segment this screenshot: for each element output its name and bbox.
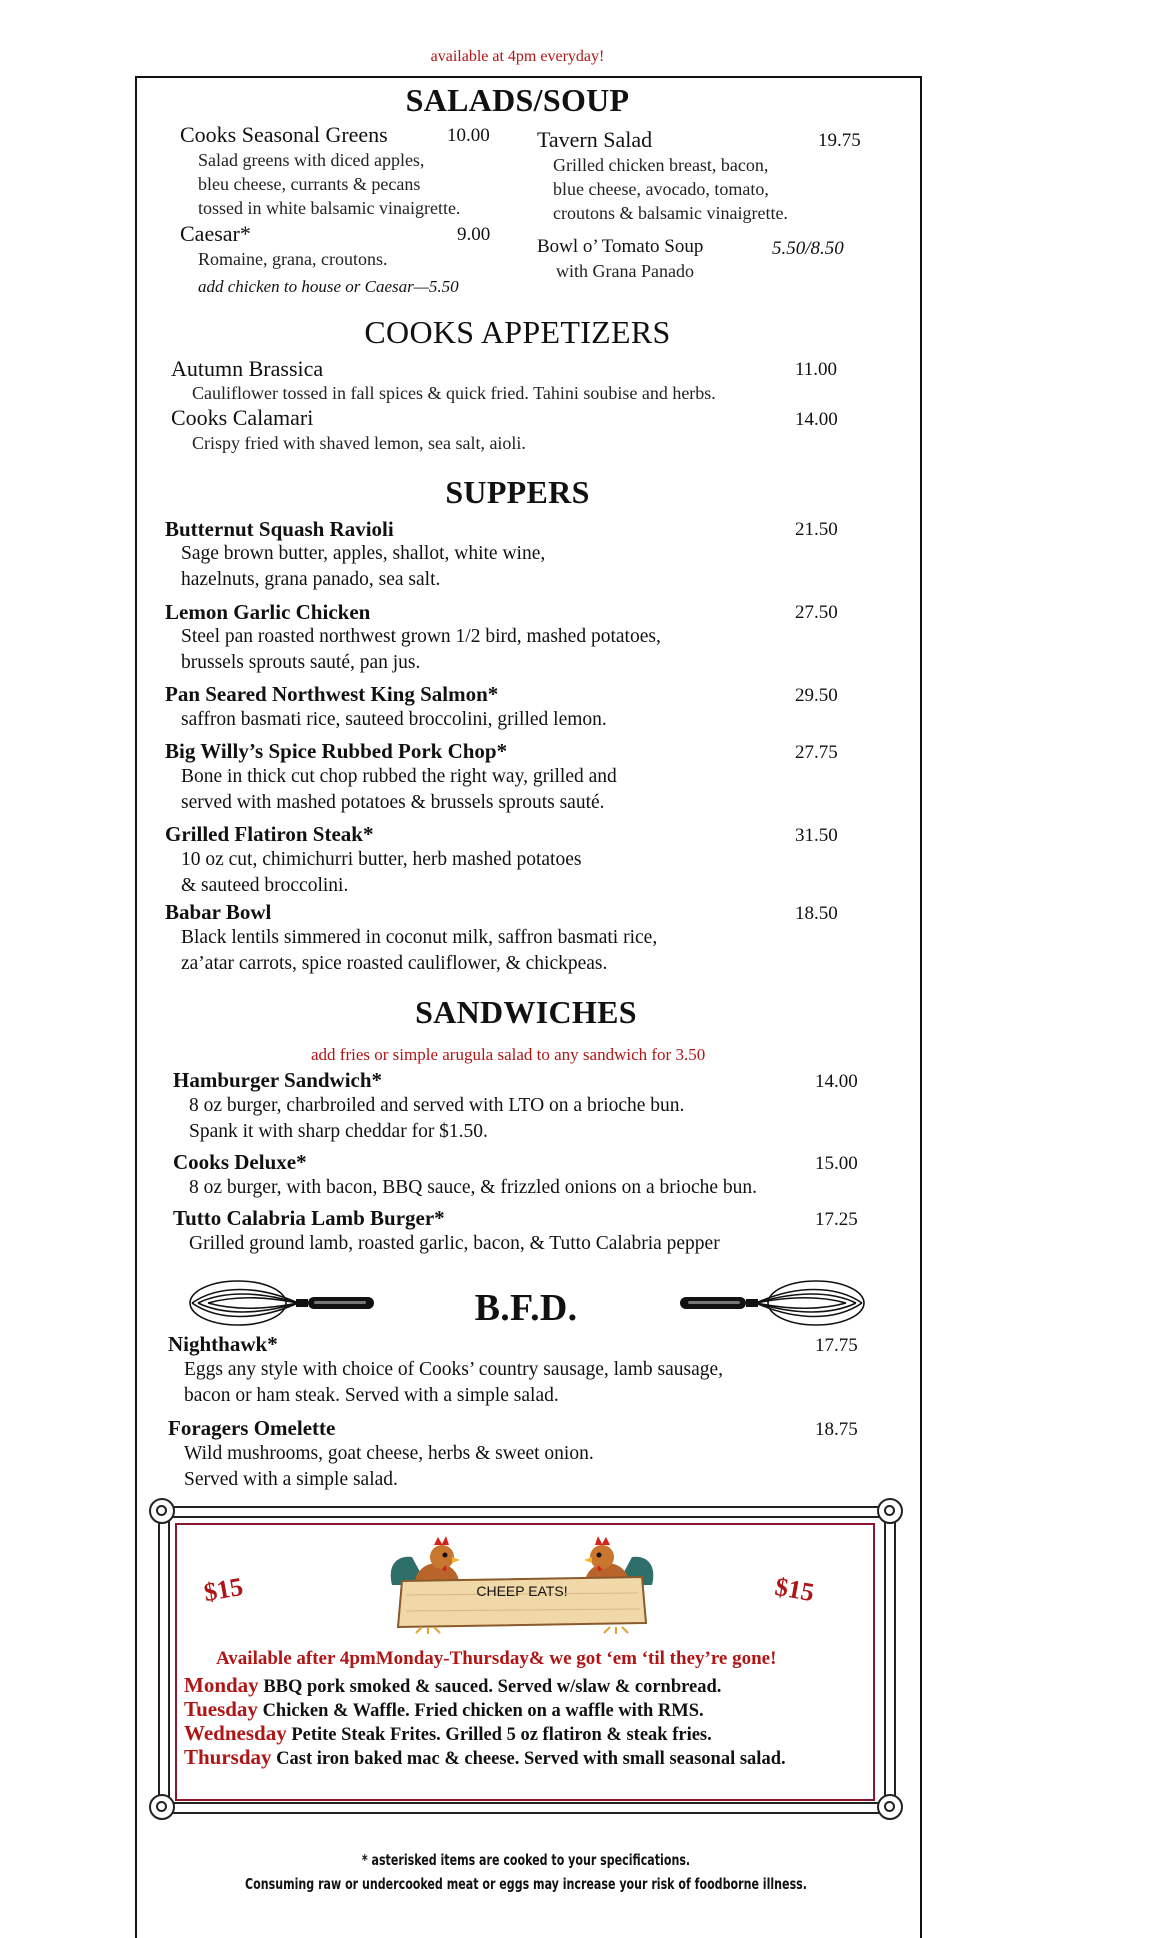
item-desc: Salad greens with diced apples,: [198, 150, 425, 170]
item-price: 27.75: [795, 742, 838, 763]
item-price: 21.50: [795, 519, 838, 540]
item-desc: 10 oz cut, chimichurri butter, herb mashed potatoes: [181, 849, 582, 870]
item-name: Tutto Calabria Lamb Burger*: [173, 1206, 445, 1230]
item-name: Autumn Brassica: [171, 356, 324, 381]
rooster-sign-icon: [382, 1515, 662, 1635]
item-desc: blue cheese, avocado, tomato,: [553, 179, 769, 199]
item-desc: Grilled chicken breast, bacon,: [553, 155, 769, 175]
item-price: 19.75: [818, 130, 861, 151]
item-name: Caesar*: [180, 221, 251, 246]
item-desc: croutons & balsamic vinaigrette.: [553, 203, 788, 223]
item-desc: Served with a simple salad.: [184, 1469, 398, 1490]
item-price: 15.00: [815, 1153, 858, 1174]
day-special: Cast iron baked mac & cheese. Served with small seasonal salad.: [271, 1749, 786, 1769]
day-row-tuesday: [184, 1697, 704, 1722]
item-price: 17.75: [815, 1335, 858, 1356]
day-label: Tuesday: [184, 1697, 258, 1721]
item-price: 17.25: [815, 1209, 858, 1230]
item-desc: bacon or ham steak. Served with a simple salad.: [184, 1385, 559, 1406]
item-desc: Crispy fried with shaved lemon, sea salt, aioli.: [192, 433, 526, 453]
item-desc: 8 oz burger, with bacon, BBQ sauce, & frizzled onions on a brioche bun.: [189, 1177, 758, 1198]
item-price: 18.75: [815, 1419, 858, 1440]
item-desc: Black lentils simmered in coconut milk, saffron basmati rice,: [181, 927, 658, 948]
item-desc: Wild mushrooms, goat cheese, herbs & sweet onion.: [184, 1443, 594, 1464]
item-desc: brussels sprouts sauté, pan jus.: [181, 652, 421, 673]
item-name: Tavern Salad: [537, 127, 653, 152]
item-desc: Eggs any style with choice of Cooks’ country sausage, lamb sausage,: [184, 1359, 724, 1380]
item-desc: served with mashed potatoes & brussels sprouts sauté.: [181, 792, 605, 813]
item-desc: Spank it with sharp cheddar for $1.50.: [189, 1121, 488, 1142]
sandwich-note: add fries or simple arugula salad to any sandwich for 3.50: [311, 1045, 706, 1064]
item-price: 14.00: [815, 1071, 858, 1092]
item-name: Bowl o’ Tomato Soup: [537, 236, 704, 257]
item-desc: hazelnuts, grana panado, sea salt.: [181, 569, 441, 590]
item-name: Big Willy’s Spice Rubbed Pork Chop*: [165, 739, 508, 763]
item-desc: Cauliflower tossed in fall spices & quick fried. Tahini soubise and herbs.: [192, 383, 716, 403]
section-title-suppers: SUPPERS: [445, 474, 590, 510]
price-right: $15: [772, 1571, 817, 1608]
item-desc: bleu cheese, currants & pecans: [198, 174, 421, 194]
item-price: 27.50: [795, 602, 838, 623]
item-desc: Sage brown butter, apples, shallot, white wine,: [181, 543, 546, 564]
footer-asterisk-note: * asterisked items are cooked to your specifications.: [361, 1851, 691, 1869]
item-name: Cooks Calamari: [171, 405, 314, 430]
item-desc: za’atar carrots, spice roasted cauliflower, & chickpeas.: [181, 953, 608, 974]
item-name: Pan Seared Northwest King Salmon*: [165, 682, 499, 706]
section-title-bfd: B.F.D.: [474, 1287, 578, 1329]
item-price: 9.00: [457, 224, 491, 245]
day-row-monday: [184, 1673, 721, 1698]
cheep-eats-sign: CHEEP EATS!: [476, 1583, 568, 1599]
item-price: 10.00: [447, 125, 490, 146]
item-name: Butternut Squash Ravioli: [165, 517, 394, 541]
price-left: $15: [201, 1571, 246, 1608]
item-name: Grilled Flatiron Steak*: [165, 822, 374, 846]
item-name: Nighthawk*: [168, 1332, 278, 1356]
item-price: 29.50: [795, 685, 838, 706]
item-desc: with Grana Panado: [556, 261, 694, 281]
day-special: BBQ pork smoked & sauced. Served w/slaw & cornbread.: [258, 1677, 722, 1697]
item-price: 5.50/8.50: [772, 238, 844, 259]
item-name: Cooks Deluxe*: [173, 1150, 307, 1174]
availability-note: available at 4pm everyday!: [430, 48, 605, 65]
footer-health-warning: Consuming raw or undercooked meat or eggs may increase your risk of foodborne illness.: [245, 1875, 807, 1893]
item-desc: Romaine, grana, croutons.: [198, 249, 388, 269]
section-title-appetizers: COOKS APPETIZERS: [364, 314, 671, 350]
section-title-sandwiches: SANDWICHES: [415, 994, 637, 1030]
item-desc: & sauteed broccolini.: [181, 875, 349, 896]
salad-addon-note: add chicken to house or Caesar—5.50: [198, 277, 459, 296]
day-special: Chicken & Waffle. Fried chicken on a waffle with RMS.: [257, 1701, 704, 1721]
day-label: Thursday: [184, 1745, 272, 1769]
item-desc: Bone in thick cut chop rubbed the right way, grilled and: [181, 766, 617, 787]
item-price: 18.50: [795, 903, 838, 924]
day-label: Wednesday: [184, 1721, 287, 1745]
section-title-salads: SALADS/SOUP: [405, 82, 630, 118]
item-name: Hamburger Sandwich*: [173, 1068, 383, 1092]
day-label: Monday: [184, 1673, 259, 1697]
item-name: Lemon Garlic Chicken: [165, 600, 371, 624]
item-desc: Steel pan roasted northwest grown 1/2 bird, mashed potatoes,: [181, 626, 661, 647]
day-row-thursday: [184, 1745, 786, 1770]
item-name: Cooks Seasonal Greens: [180, 122, 388, 147]
item-name: Foragers Omelette: [168, 1416, 336, 1440]
day-special: Petite Steak Frites. Grilled 5 oz flatiron & steak fries.: [286, 1725, 712, 1745]
item-price: 14.00: [795, 409, 838, 430]
item-desc: Grilled ground lamb, roasted garlic, bacon, & Tutto Calabria pepper: [189, 1233, 720, 1254]
item-price: 11.00: [795, 359, 838, 380]
cheep-availability: Available after 4pmMonday-Thursday& we got ‘em ‘til they’re gone!: [216, 1648, 777, 1669]
item-desc: 8 oz burger, charbroiled and served with LTO on a brioche bun.: [189, 1095, 685, 1116]
day-row-wednesday: [184, 1721, 712, 1746]
item-desc: tossed in white balsamic vinaigrette.: [198, 198, 461, 218]
item-desc: saffron basmati rice, sauteed broccolini, grilled lemon.: [181, 709, 607, 730]
item-price: 31.50: [795, 825, 838, 846]
item-name: Babar Bowl: [165, 900, 272, 924]
